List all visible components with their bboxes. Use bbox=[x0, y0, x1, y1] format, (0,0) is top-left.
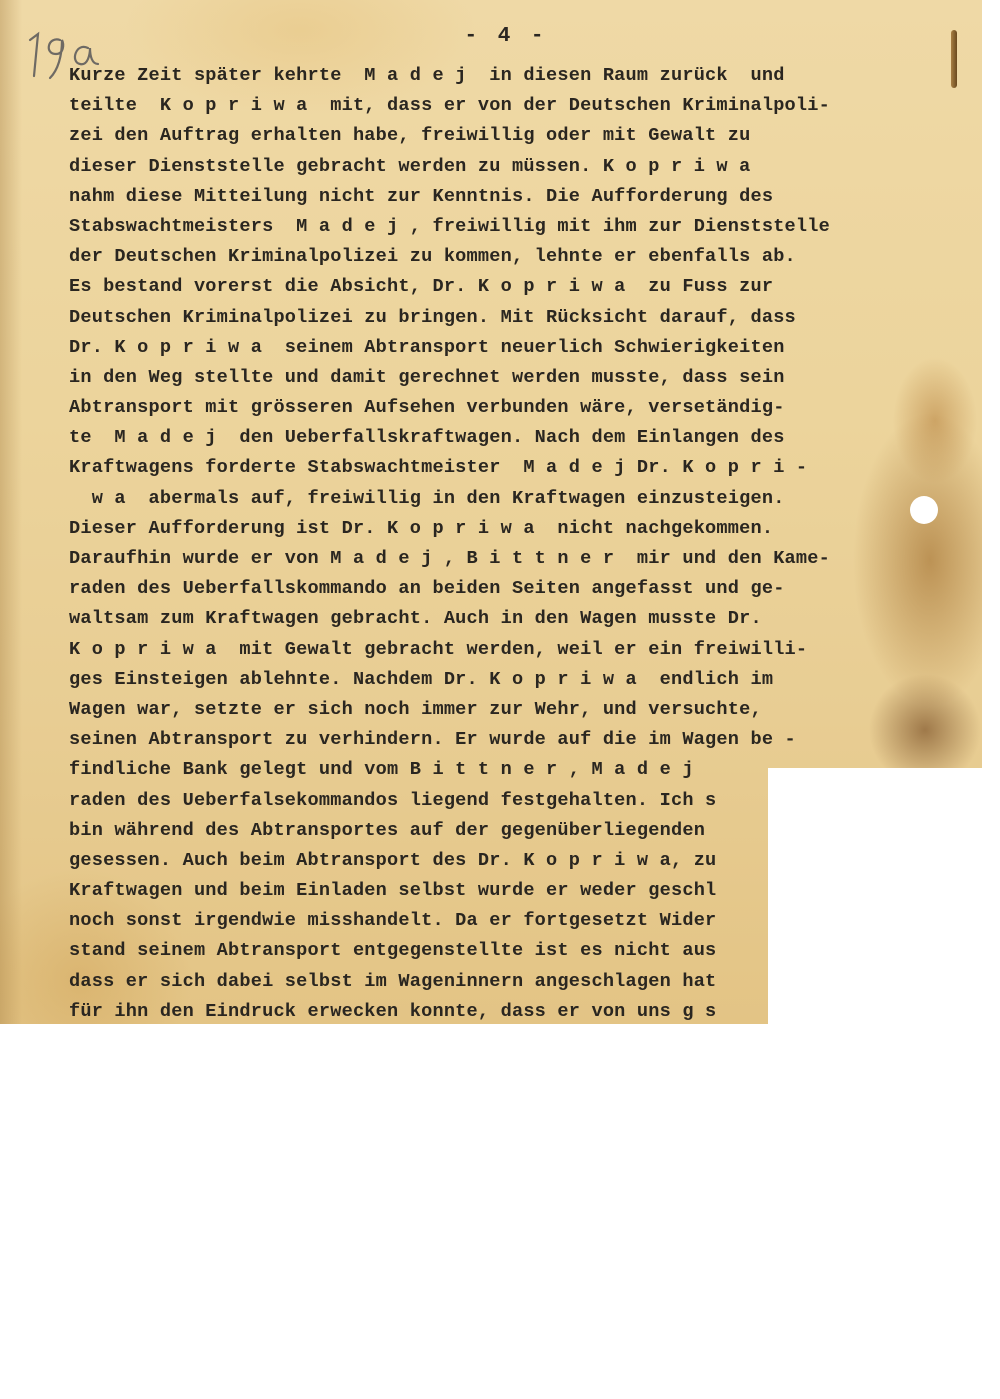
text-line: Kurze Zeit später kehrte M a d e j in diesen Raum zurück und bbox=[69, 65, 785, 86]
text-line: waltsam zum Kraftwagen gebracht. Auch in den Wagen musste Dr. bbox=[69, 608, 762, 630]
text-line: dieser Dienststelle gebracht werden zu müssen. K o p r i w a bbox=[69, 155, 751, 177]
blank-cutout-region bbox=[768, 768, 982, 1024]
text-line: stand seinem Abtransport entgegenstellte ist es nicht aus bbox=[69, 940, 717, 962]
text-line: Daraufhin wurde er von M a d e j , B i t t n e r mir und den Kame- bbox=[69, 548, 830, 569]
text-line: Dr. K o p r i w a seinem Abtransport neuerlich Schwierigkeiten bbox=[69, 336, 785, 358]
text-line: w a abermals auf, freiwillig in den Kraftwagen einzusteigen. bbox=[69, 487, 785, 509]
text-line: Wagen war, setzte er sich noch immer zur Wehr, und versuchte, bbox=[69, 698, 762, 720]
text-line: raden des Ueberfalsekommandos liegend festgehalten. Ich s bbox=[69, 789, 717, 811]
text-line: Kraftwagens forderte Stabswachtmeister M a d e j Dr. K o p r i - bbox=[69, 457, 808, 479]
text-line: teilte K o p r i w a mit, dass er von der Deutschen Kriminalpoli- bbox=[69, 95, 830, 117]
text-line: bin während des Abtransportes auf der gegenüberliegenden bbox=[69, 819, 706, 841]
staple-mark bbox=[951, 30, 957, 88]
text-line: Es bestand vorerst die Absicht, Dr. K o p r i w a zu Fuss zur bbox=[69, 276, 774, 298]
text-line: gesessen. Auch beim Abtransport des Dr. K o p r i w a, zu bbox=[69, 849, 717, 871]
text-line: zei den Auftrag erhalten habe, freiwillig oder mit Gewalt zu bbox=[69, 125, 751, 147]
text-line: der Deutschen Kriminalpolizei zu kommen, lehnte er ebenfalls ab. bbox=[69, 246, 796, 268]
text-line: te M a d e j den Ueberfallskraftwagen. Nach dem Einlangen des bbox=[69, 427, 785, 449]
text-line: ges Einsteigen ablehnte. Nachdem Dr. K o p r i w a endlich im bbox=[69, 668, 774, 690]
text-line: K o p r i w a mit Gewalt gebracht werden, weil er ein freiwilli- bbox=[69, 638, 808, 660]
text-line: Stabswachtmeisters M a d e j , freiwillig mit ihm zur Dienststelle bbox=[69, 215, 830, 237]
text-line: in den Weg stellte und damit gerechnet werden musste, dass sein bbox=[69, 366, 785, 388]
text-line: Dieser Aufforderung ist Dr. K o p r i w a nicht nachgekommen. bbox=[69, 517, 774, 539]
text-line: seinen Abtransport zu verhindern. Er wurde auf die im Wagen be - bbox=[69, 729, 796, 751]
text-line: nahm diese Mitteilung nicht zur Kenntnis. Die Aufforderung des bbox=[69, 185, 774, 207]
text-line: Deutschen Kriminalpolizei zu bringen. Mit Rücksicht darauf, dass bbox=[69, 306, 796, 328]
text-line: raden des Ueberfallskommando an beiden Seiten angefasst und ge- bbox=[69, 578, 785, 600]
page-number: - 4 - bbox=[464, 25, 548, 48]
text-line: findliche Bank gelegt und vom B i t t n e r , M a d e j bbox=[69, 759, 694, 781]
text-line: Abtransport mit grösseren Aufsehen verbunden wäre, versetändig- bbox=[69, 397, 785, 419]
text-line: noch sonst irgendwie misshandelt. Da er fortgesetzt Wider bbox=[69, 910, 717, 932]
text-line: dass er sich dabei selbst im Wageninnern angeschlagen hat bbox=[69, 970, 717, 992]
text-line: Kraftwagen und beim Einladen selbst wurde er weder geschl bbox=[69, 880, 717, 902]
text-line: für ihn den Eindruck erwecken konnte, dass er von uns g s bbox=[69, 1000, 717, 1022]
